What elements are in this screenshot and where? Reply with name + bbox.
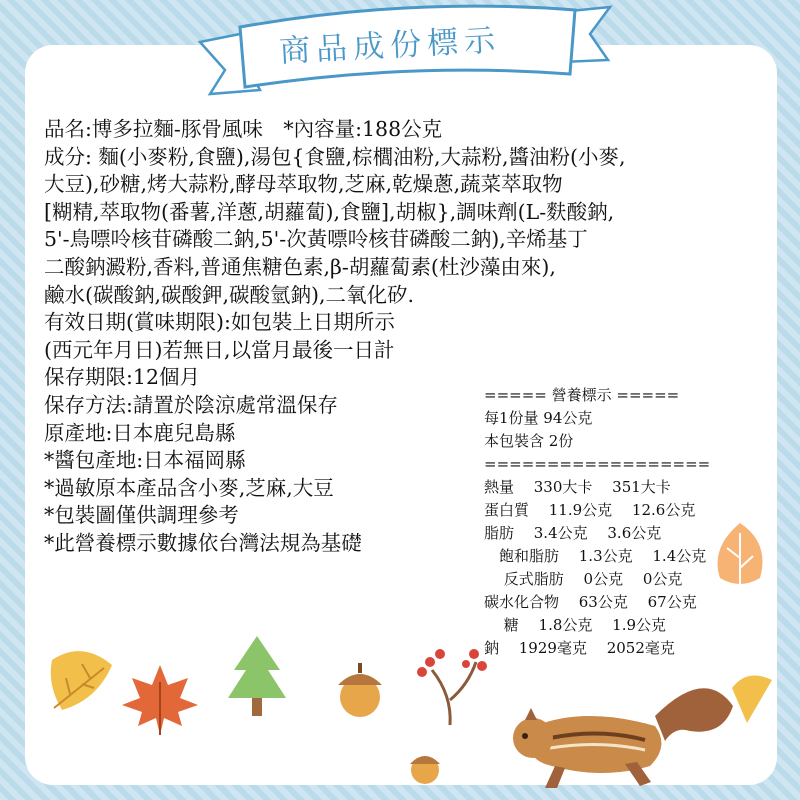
nutrition-row-sugar: 糖 1.8公克 1.9公克 <box>484 616 667 634</box>
info-line: 大豆),砂糖,烤大蒜粉,酵母萃取物,芝麻,乾燥蔥,蔬菜萃取物 <box>44 172 563 197</box>
info-line: 5'-鳥嘌呤核苷磷酸二鈉,5'-次黃嘌呤核苷磷酸二鈉),辛烯基丁 <box>44 227 588 252</box>
nutrition-row-energy: 熱量 330大卡 351大卡 <box>484 478 671 496</box>
info-line: 保存方法:請置於陰涼處常溫保存 <box>44 392 338 417</box>
nutrition-row-carbohydrate: 碳水化合物 63公克 67公克 <box>484 593 697 611</box>
info-line: 品名:博多拉麵-豚骨風味 *內容量:188公克 <box>44 117 443 141</box>
nutrition-header: ===== 營養標示 ===== <box>484 386 680 404</box>
yellow-leaf-icon <box>42 640 122 720</box>
squirrel-icon <box>505 676 735 792</box>
nutrition-label <box>484 384 710 660</box>
small-acorn-icon <box>405 742 445 787</box>
banner-title: 商品成份標示 <box>278 22 502 70</box>
info-line: 有效日期(賞味期限):如包裝上日期所示 <box>44 310 395 335</box>
nutrition-divider: ================== <box>484 455 711 473</box>
info-line: 二酸鈉澱粉,香料,普通焦糖色素,β-胡蘿蔔素(杜沙藻由來), <box>44 254 556 279</box>
servings-per-package: 本包裝含 2份 <box>484 432 574 450</box>
nutrition-row-trans-fat: 反式脂肪 0公克 0公克 <box>484 570 683 588</box>
info-line: [糊精,萃取物(番薯,洋蔥,胡蘿蔔),食鹽],胡椒},調味劑(L-麩酸鈉, <box>44 199 615 224</box>
info-line: (西元年月日)若無日,以當月最後一日計 <box>44 337 395 362</box>
orange-leaf-icon <box>705 518 775 593</box>
info-line: *此營養標示數據依台灣法規為基礎 <box>44 530 362 555</box>
info-line: 鹼水(碳酸鈉,碳酸鉀,碳酸氫鈉),二氧化矽. <box>44 282 415 307</box>
info-line: 原產地:日本鹿兒島縣 <box>44 420 236 445</box>
nutrition-row-fat: 脂肪 3.4公克 3.6公克 <box>484 524 662 542</box>
maple-leaf-icon <box>118 660 203 740</box>
pine-tree-icon <box>222 632 292 722</box>
nutrition-row-protein: 蛋白質 11.9公克 12.6公克 <box>484 501 696 519</box>
info-line: 保存期限:12個月 <box>44 365 200 390</box>
serving-size: 每1份量 94公克 <box>484 409 593 427</box>
info-line: *包裝圖僅供調理參考 <box>44 503 239 528</box>
acorn-icon <box>330 655 390 720</box>
nutrition-row-sodium: 鈉 1929毫克 2052毫克 <box>484 639 675 657</box>
nutrition-row-saturated-fat: 飽和脂肪 1.3公克 1.4公克 <box>484 547 707 565</box>
berry-branch-icon <box>410 640 490 730</box>
info-line: *醬包產地:日本福岡縣 <box>44 448 246 473</box>
info-line: *過敏原本產品含小麥,芝麻,大豆 <box>44 475 334 500</box>
info-line: 成分: 麵(小麥粉,食鹽),湯包{食鹽,棕櫚油粉,大蒜粉,醬油粉(小麥, <box>44 144 626 169</box>
